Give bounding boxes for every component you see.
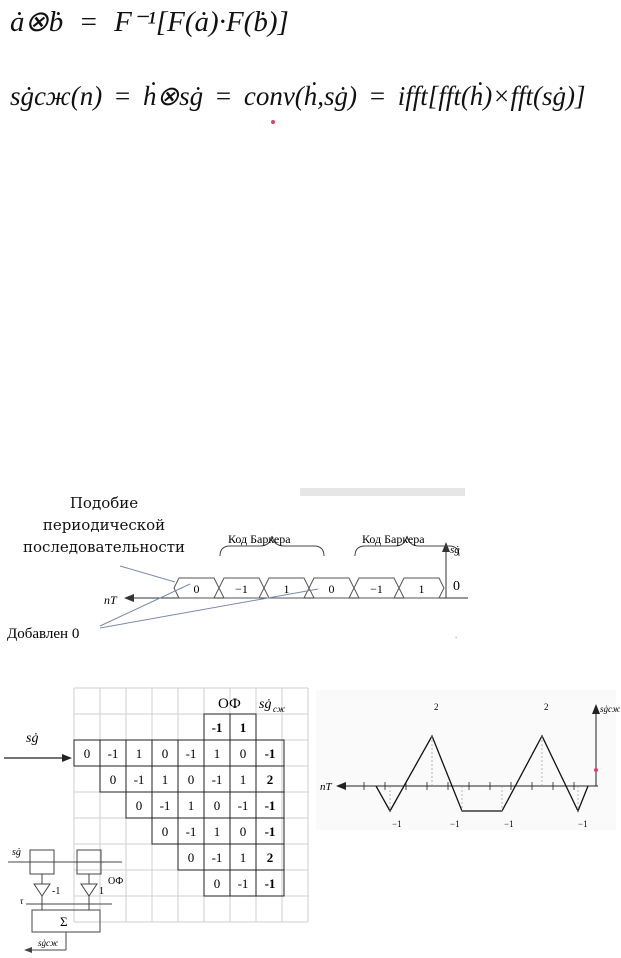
header-output-sub: сж — [273, 704, 286, 714]
sequence-chip-value: 0 — [328, 582, 335, 596]
zero-label: 0 — [453, 579, 460, 594]
sequence-chip-value: −1 — [235, 582, 248, 596]
table-cell-value: 0 — [213, 798, 221, 813]
trough-label-3: −1 — [504, 819, 514, 829]
stray-mark: . — [455, 630, 458, 640]
table-cell-value: 0 — [135, 798, 143, 813]
annotation-arrow — [120, 566, 175, 582]
sequence-chip-value: 1 — [418, 582, 425, 596]
table-cell-value: 0 — [239, 824, 247, 839]
brace-label-2: Код Баркера — [362, 532, 425, 546]
result-value: 2 — [266, 772, 274, 787]
annotation-line-1: Подобие — [69, 494, 139, 512]
sum-label: Σ — [60, 914, 68, 929]
formula-2-equals-2: = — [215, 81, 232, 111]
table-cell-value: 0 — [161, 824, 169, 839]
plot-signal-label: sġсж — [600, 704, 621, 714]
plot-background — [316, 690, 616, 830]
peak-label-2: 2 — [544, 702, 549, 712]
table-cell-value: 0 — [239, 746, 247, 761]
axis-label-nt: nT — [104, 593, 117, 607]
table-cell-value: -1 — [159, 798, 171, 813]
annotation-line-2: периодической — [42, 516, 166, 534]
added-label: Добавлен 0 — [7, 626, 80, 642]
table-cell-value: 1 — [213, 746, 221, 761]
header-filter: ОФ — [218, 696, 241, 712]
table-cell-value: 1 — [187, 798, 195, 813]
sequence-chip-value: 0 — [193, 582, 200, 596]
plot-axis-label: nT — [320, 781, 332, 793]
table-cell-value: -1 — [133, 772, 145, 787]
formula-2-equals-3: = — [369, 81, 386, 111]
formula-2-lhs: sġсж(n) — [10, 81, 103, 111]
formula-2-convolution: ḣ⊗sġ — [142, 81, 204, 111]
formula-2-ifft: ifft[fft(ḣ)×fft(sġ)] — [397, 81, 586, 111]
coeff-value: -1 — [211, 720, 223, 735]
result-value: -1 — [264, 746, 276, 761]
trough-label-1: −1 — [392, 819, 402, 829]
table-cell-value: -1 — [185, 746, 197, 761]
sequence-chip-value: −1 — [370, 582, 383, 596]
table-cell-value: -1 — [107, 746, 119, 761]
table-cell-value: 1 — [239, 772, 247, 787]
table-cell-value: 1 — [239, 850, 247, 865]
signal-label: sġ — [450, 544, 460, 556]
table-cell-value: -1 — [237, 876, 249, 891]
axis-arrow-left — [124, 594, 134, 602]
peak-label-1: 2 — [434, 702, 439, 712]
diagram-filter-label: ОФ — [108, 876, 124, 887]
brace-label-1: Код Баркера — [228, 532, 291, 546]
formula-1-equals: = — [80, 6, 97, 38]
formula-1 — [10, 0, 289, 44]
table-cell-value: 0 — [187, 772, 195, 787]
signal-axis-arrow — [442, 542, 450, 552]
result-value: 2 — [266, 850, 274, 865]
annotation-line-3: последовательности — [22, 538, 186, 556]
table-cell-value: -1 — [211, 772, 223, 787]
table-cell-value: 1 — [135, 746, 143, 761]
table-input-label: sġ — [26, 731, 39, 746]
result-value: -1 — [264, 824, 276, 839]
table-cell-value: 0 — [187, 850, 195, 865]
table-cell-value: 0 — [83, 746, 91, 761]
table-cell-value: 0 — [161, 746, 169, 761]
coeff-value: 1 — [239, 720, 247, 735]
input-arrow-head — [62, 754, 72, 762]
table-cell-value: -1 — [185, 824, 197, 839]
gain-1-label: -1 — [52, 886, 61, 897]
red-dot — [271, 120, 275, 124]
table-cell-value: -1 — [237, 798, 249, 813]
diagram-output-label: sġсж — [38, 938, 59, 948]
formula-2 — [10, 74, 586, 118]
result-value: -1 — [264, 876, 276, 891]
header-output: sġ — [259, 697, 272, 712]
chip-row — [174, 578, 444, 598]
periodic-sequence-diagram — [0, 486, 621, 658]
table-cell-value: 1 — [213, 824, 221, 839]
tau-label: τ — [20, 896, 24, 906]
plot-red-dot — [594, 768, 598, 772]
gain-2-label: 1 — [99, 886, 104, 897]
output-arrow — [24, 947, 32, 953]
diagram-input-label: sġ — [12, 847, 21, 858]
compressed-output-plot — [316, 690, 621, 830]
formula-1-lhs: ȧ⊗ḃ — [10, 6, 64, 38]
table-cell-value: -1 — [211, 850, 223, 865]
trough-label-4: −1 — [578, 819, 588, 829]
gain-2-triangle — [81, 884, 97, 896]
table-cell-value: 0 — [213, 876, 221, 891]
formula-2-equals-1: = — [114, 81, 131, 111]
trough-label-2: −1 — [450, 819, 460, 829]
sequence-chip-value: 1 — [283, 582, 290, 596]
table-cell-value: 1 — [161, 772, 169, 787]
result-value: -1 — [264, 798, 276, 813]
gain-1-triangle — [34, 884, 50, 896]
table-cell-value: 0 — [109, 772, 117, 787]
formula-2-conv: conv(ḣ,sġ) — [243, 81, 358, 111]
formula-1-rhs: F⁻¹[F(ȧ)·F(ḃ)] — [114, 6, 289, 38]
top-remnant — [300, 488, 465, 496]
filter-block-diagram — [0, 840, 130, 958]
